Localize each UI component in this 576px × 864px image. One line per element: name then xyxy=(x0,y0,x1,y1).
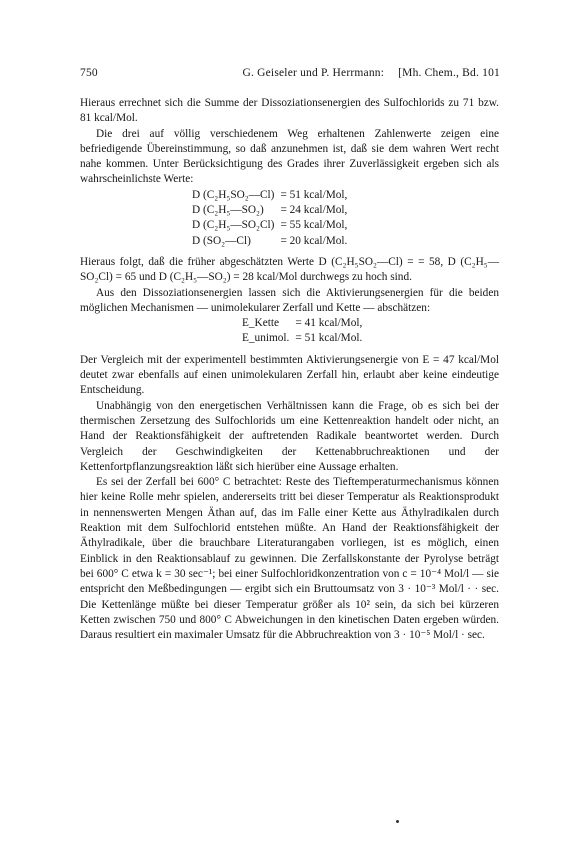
paragraph-3: Hieraus folgt, daß die früher abgeschätzten Werte D (C₂H₅SO₂—Cl) = = 58, D (C₂H₅—SO₂Cl) = 65 und D (C₂H₅—SO₂) = 28 kcal/Mol durchwegs zu hoch sind. xyxy=(80,255,499,284)
equation-lhs: D (C₂H₅—SO₂Cl) xyxy=(192,219,275,232)
activation-energy-table xyxy=(242,316,362,347)
equation-lhs: D (C₂H₅SO₂—Cl) xyxy=(192,188,275,201)
paragraph-1: Hieraus errechnet sich die Summe der Dissoziationsenergien des Sulfochlorids zu 71 bzw. 81 kcal/Mol. xyxy=(80,97,499,125)
running-title: G. Geiseler und P. Herrmann: xyxy=(242,67,385,79)
energy-rhs: = 51 kcal/Mol. xyxy=(295,332,363,345)
equation-rhs: = 51 kcal/Mol, xyxy=(280,188,348,201)
paragraph-2: Die drei auf völlig verschiedenem Weg erhaltenen Zahlenwerte zeigen eine befriedigende Übereinstimmung, so daß anzunehmen ist, daß sie dem wahren Wert recht nahe kommen. Unter Berücksichtigung des Grades ihrer Zuverlässigkeit ergeben sich als wahrscheinlichste Werte: xyxy=(80,127,499,186)
energy-lhs: E_Kette xyxy=(242,317,280,330)
energy-rhs: = 41 kcal/Mol, xyxy=(295,317,363,330)
paragraph-4: Aus den Dissoziationsenergien lassen sich die Aktivierungsenergien für die beiden möglichen Mechanismen — unimolekularer Zerfall und Kette — abschätzen: xyxy=(80,286,499,314)
journal-reference: [Mh. Chem., Bd. 101 xyxy=(398,67,500,79)
paragraph-6: Unabhängig von den energetischen Verhältnissen kann die Frage, ob es sich bei der thermischen Zersetzung des Sulfochlorids um eine Kettenreaktion handelt oder nicht, an Hand der Reaktionsfähigkeit der auftretenden Radikale beantwortet werden. Durch Vergleich der Geschwindigkeiten der Kettenabbruchreaktionen und der Kettenfortpflanzungsreaktion läßt sich hierüber eine Aussage erhalten. xyxy=(80,399,499,473)
energy-lhs: E_unimol. xyxy=(242,332,290,345)
page-number: 750 xyxy=(80,67,98,79)
equation-lhs: D (C₂H₅—SO₂) xyxy=(192,204,264,217)
equation-lhs: D (SO₂—Cl) xyxy=(192,234,251,247)
equation-rhs: = 20 kcal/Mol. xyxy=(280,234,348,247)
energy-row xyxy=(242,331,362,346)
dissociation-energy-table xyxy=(192,188,347,249)
page-header xyxy=(80,67,500,79)
energy-row xyxy=(242,316,362,331)
equation-rhs: = 55 kcal/Mol, xyxy=(280,219,348,232)
equation-row xyxy=(192,188,347,203)
equation-row xyxy=(192,203,347,218)
paragraph-7: Es sei der Zerfall bei 600° C betrachtet: Reste des Tieftemperaturmechanismus können hier keine Rolle mehr spielen, andererseits tritt bei dieser Temperatur als Reaktionsprodukt in nennenswerten Mengen Äthan auf, das im Falle einer Kette aus Äthylradikalen durch Reaktion mit dem Sulfochlorid entstehen müßte. An Hand der Reaktionsfähigkeit der Äthylradikale, über die brauchbare Literaturangaben vorliegen, ist es möglich, einen Einblick in den Reaktionsablauf zu gewinnen. Die Zerfallskonstante der Pyrolyse beträgt bei 600° C etwa k = 30 sec⁻¹; bei einer Sulfochloridkonzentration von c = 10⁻⁴ Mol/l — sie entspricht den Meßbedingungen — ergibt sich ein Bruttoumsatz von 3 · 10⁻³ Mol/l · · sec. Die Kettenlänge müßte bei dieser Temperatur größer als 10² sein, da sich bei kürzeren Ketten zwischen 750 und 800° C Abweichungen in den kinetischen Daten ergeben würden. Daraus resultiert ein maximaler Umsatz für die Abbruchreaktion von 3 · 10⁻⁵ Mol/l · sec. xyxy=(80,476,499,642)
equation-row xyxy=(192,218,347,233)
page-dot-mark xyxy=(396,820,399,823)
article-body xyxy=(80,96,499,643)
equation-rhs: = 24 kcal/Mol, xyxy=(280,204,348,217)
paragraph-5: Der Vergleich mit der experimentell bestimmten Aktivierungsenergie von E = 47 kcal/Mol deutet zwar ebenfalls auf einen unimolekularen Zerfall hin, erlaubt aber keine eindeutige Entscheidung. xyxy=(80,353,499,397)
equation-row xyxy=(192,234,347,249)
